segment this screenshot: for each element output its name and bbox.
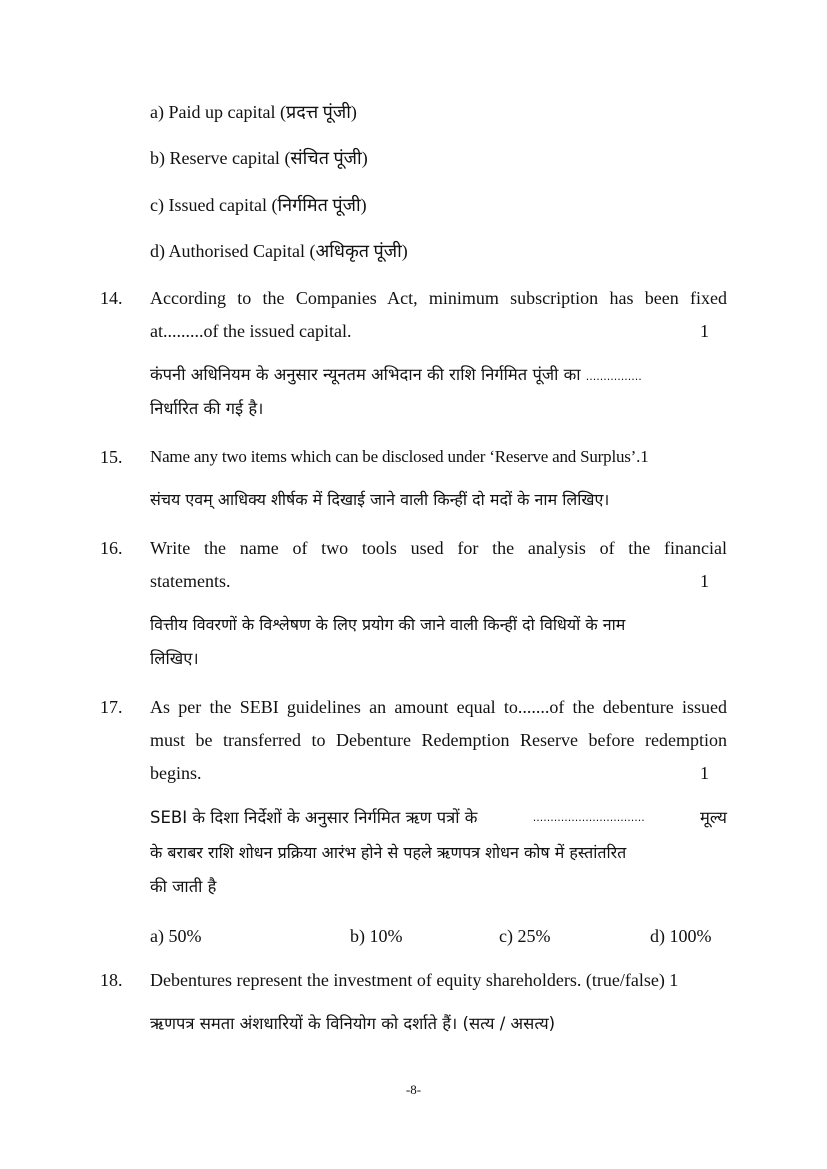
q17-hindi-line3: की जाती है <box>150 877 217 896</box>
q15-number: 15. <box>100 447 123 467</box>
page-number: -8- <box>405 1082 422 1097</box>
q14-hindi-line2: निर्धारित की गई है। <box>150 399 264 418</box>
q16-hindi-line1: वित्तीय विवरणों के विश्लेषण के लिए प्रयोग की जाने वाली किन्हीं दो विधियों के नाम <box>150 615 626 634</box>
q17-marks: 1 <box>700 763 709 783</box>
q13-option-b: b) Reserve capital (संचित पूंजी) <box>150 148 368 168</box>
q16-hindi-line2: लिखिए। <box>150 649 199 668</box>
q17-blank: ................................ <box>532 811 645 824</box>
q18-number: 18. <box>100 970 123 990</box>
q16-text-line1: Write the name of two tools used for the analysis of the financial <box>150 538 727 558</box>
q16-marks: 1 <box>700 571 709 591</box>
q17-hindi-text-a: SEBI के दिशा निर्देशों के अनुसार निर्गमित ऋण पत्रों के <box>150 808 478 827</box>
q17-text-line2: must be transferred to Debenture Redemption Reserve before redemption <box>150 730 727 750</box>
q18-hindi-line1: ऋणपत्र समता अंशधारियों के विनियोग को दर्शाते हैं। (सत्य / असत्य) <box>150 1014 556 1033</box>
q17-text-line3: begins. <box>150 763 202 783</box>
q13-option-a: a) Paid up capital (प्रदत्त पूंजी) <box>150 102 357 122</box>
q17-option-a: a) 50% <box>150 926 202 946</box>
q14-hindi-line1 <box>150 364 642 388</box>
q14-text-line1: According to the Companies Act, minimum subscription has been fixed <box>150 288 727 308</box>
q15-text-line1: Name any two items which can be disclosed under ‘Reserve and Surplus’.1 <box>150 447 649 466</box>
q17-option-b: b) 10% <box>350 926 403 946</box>
q17-option-d: d) 100% <box>650 926 712 946</box>
q16-number: 16. <box>100 538 123 558</box>
q13-option-d: d) Authorised Capital (अधिकृत पूंजी) <box>150 241 408 261</box>
q17-hindi-line2: के बराबर राशि शोधन प्रक्रिया आरंभ होने से पहले ऋणपत्र शोधन कोष में हस्तांतरित <box>150 843 627 862</box>
q16-text-line2: statements. <box>150 571 231 591</box>
q14-number: 14. <box>100 288 123 308</box>
q14-text-line2: at.........of the issued capital. <box>150 321 352 341</box>
q18-text-line1: Debentures represent the investment of equity shareholders. (true/false) 1 <box>150 970 679 990</box>
q13-option-c: c) Issued capital (निर्गमित पूंजी) <box>150 195 367 215</box>
q17-hindi-text-b: मूल्य <box>700 808 727 827</box>
q17-hindi-line1 <box>150 807 727 829</box>
q15-hindi-line1: संचय एवम् आधिक्य शीर्षक में दिखाई जाने वाली किन्हीं दो मदों के नाम लिखिए। <box>150 490 610 509</box>
q14-marks: 1 <box>700 321 709 341</box>
q17-option-c: c) 25% <box>499 926 551 946</box>
q17-text-line1: As per the SEBI guidelines an amount equal to.......of the debenture issued <box>150 697 727 717</box>
q17-number: 17. <box>100 697 123 717</box>
q14-hindi-text: कंपनी अधिनियम के अनुसार न्यूनतम अभिदान की राशि निर्गमित पूंजी का <box>150 365 581 384</box>
q14-blank: ................ <box>585 370 642 383</box>
